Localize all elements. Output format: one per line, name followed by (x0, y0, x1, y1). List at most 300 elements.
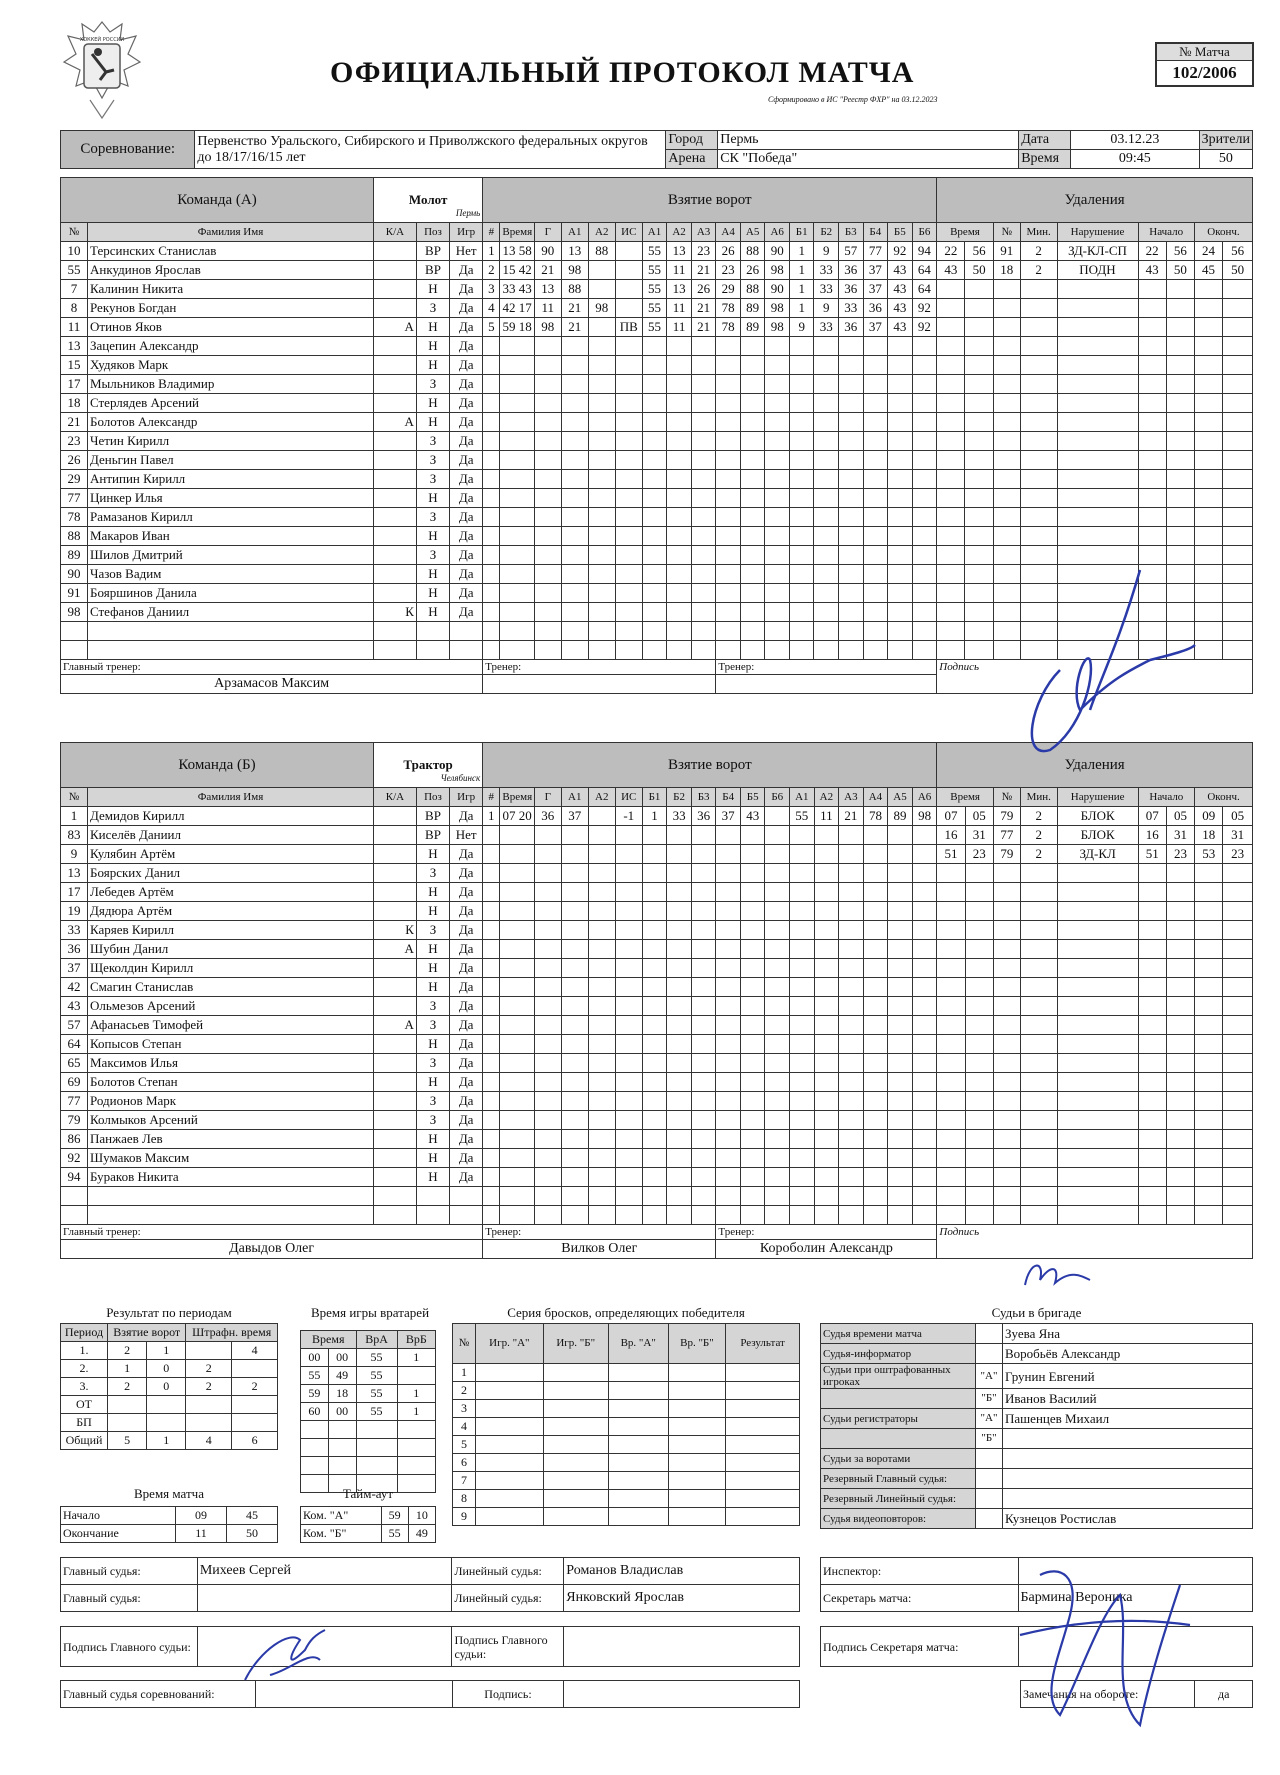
empty-cell (588, 864, 615, 883)
timeout-mm: 55 (381, 1525, 408, 1543)
empty-cell (667, 641, 692, 660)
col-pos: Поз (416, 223, 449, 242)
empty-cell (790, 1187, 815, 1206)
empty-cell (965, 1054, 993, 1073)
table-row (301, 1507, 436, 1525)
empty-cell (667, 826, 692, 845)
empty-cell (863, 584, 888, 603)
goalie-cell: 55 (301, 1367, 329, 1385)
empty-cell (765, 1035, 790, 1054)
empty-cell (937, 584, 965, 603)
goal-cell: 88 (740, 242, 765, 261)
empty-cell (740, 432, 765, 451)
empty-cell (500, 584, 534, 603)
empty-cell (1223, 508, 1253, 527)
player-cell: Н (416, 1149, 449, 1168)
player-cell: А (373, 318, 416, 337)
empty-cell (1223, 1206, 1253, 1225)
goal-cell: 33 (814, 280, 839, 299)
match-time-hh: 09 (176, 1507, 227, 1525)
goal-cell: 1 (789, 280, 814, 299)
empty-cell (1194, 318, 1222, 337)
empty-cell (615, 978, 642, 997)
col-pos: Поз (416, 788, 449, 807)
empty-cell (993, 1130, 1020, 1149)
empty-cell (588, 546, 615, 565)
empty-cell (588, 978, 615, 997)
referee-role: Судьи регистраторы (821, 1409, 976, 1429)
table-row (61, 527, 1253, 546)
empty-cell (691, 470, 716, 489)
empty-cell (839, 978, 864, 997)
period-cell: 1 (147, 1432, 186, 1450)
goalie-cell: 18 (328, 1385, 356, 1403)
goal-col-head: Время (500, 223, 534, 242)
goal-cell: 43 (888, 299, 913, 318)
empty-cell (561, 565, 588, 584)
empty-cell (1138, 280, 1166, 299)
goal-cell (588, 261, 615, 280)
empty-cell (839, 603, 864, 622)
empty-cell (839, 1016, 864, 1035)
empty-cell (740, 883, 765, 902)
empty-cell (765, 864, 790, 883)
goal-cell: 33 (839, 299, 864, 318)
empty-cell (1166, 1073, 1194, 1092)
goal-time-min: 07 (502, 808, 516, 823)
period-cell: 4 (232, 1342, 278, 1360)
timeout-title: Тайм-аут (342, 1486, 394, 1501)
empty-cell (500, 826, 534, 845)
player-cell: Да (450, 432, 483, 451)
empty-cell (88, 1187, 374, 1206)
empty-cell (642, 1035, 667, 1054)
player-cell: Рекунов Богдан (88, 299, 374, 318)
player-cell (373, 242, 416, 261)
table-row (61, 451, 1253, 470)
referee-tag: "А" (976, 1364, 1003, 1389)
teamA-table (60, 177, 1253, 694)
empty-cell (716, 1111, 741, 1130)
col-num: № (61, 223, 88, 242)
player-cell: Да (450, 1035, 483, 1054)
empty-cell (814, 622, 839, 641)
empty-cell (483, 1149, 500, 1168)
empty-cell (667, 527, 692, 546)
table-row (61, 1378, 278, 1396)
goal-cell: ПВ (615, 318, 642, 337)
empty-cell (765, 584, 790, 603)
empty-cell (1166, 1054, 1194, 1073)
goal-time-sec: 20 (518, 808, 532, 823)
empty-cell (716, 1035, 741, 1054)
empty-cell (483, 1187, 500, 1206)
empty-cell (765, 940, 790, 959)
empty-cell (534, 1054, 561, 1073)
empty-cell (993, 318, 1020, 337)
penalty-cell: 56 (1223, 242, 1253, 261)
empty-cell (588, 584, 615, 603)
empty-cell (888, 1073, 913, 1092)
empty-cell (691, 546, 716, 565)
goal-col-head: А4 (716, 223, 741, 242)
empty-cell (993, 280, 1020, 299)
empty-cell (588, 527, 615, 546)
empty-cell (1138, 356, 1166, 375)
player-cell: 7 (61, 280, 88, 299)
empty-cell (561, 470, 588, 489)
empty-cell (1166, 508, 1194, 527)
signature-label: Подпись (937, 660, 1253, 694)
goal-col-head: А2 (667, 223, 692, 242)
table-row (821, 1509, 1253, 1529)
empty-cell (993, 1111, 1020, 1130)
player-cell: А (373, 413, 416, 432)
empty-cell (483, 883, 500, 902)
empty-cell (937, 413, 965, 432)
player-cell: 57 (61, 1016, 88, 1035)
table-row (453, 1400, 800, 1418)
goal-cell: 3 (483, 280, 500, 299)
empty-cell (1138, 940, 1166, 959)
empty-cell (993, 1073, 1020, 1092)
player-cell: 1 (61, 807, 88, 826)
empty-cell (1020, 546, 1057, 565)
player-cell: Н (416, 883, 449, 902)
empty-cell (965, 864, 993, 883)
penalty-cell: 24 (1194, 242, 1222, 261)
empty-cell (450, 1187, 483, 1206)
empty-cell (839, 1092, 864, 1111)
penalty-cell: 05 (1166, 807, 1194, 826)
col-num: № (61, 788, 88, 807)
player-cell: З (416, 1016, 449, 1035)
empty-cell (691, 826, 716, 845)
empty-cell (615, 432, 642, 451)
empty-cell (716, 432, 741, 451)
table-row (61, 1396, 278, 1414)
empty-cell (740, 356, 765, 375)
empty-cell (1020, 280, 1057, 299)
goal-col-head: А2 (588, 223, 615, 242)
coach2-name: Короболин Александр (716, 1240, 937, 1259)
empty-cell (937, 1073, 965, 1092)
empty-cell (937, 489, 965, 508)
empty-cell (814, 489, 839, 508)
penalty-cell: ЗД-КЛ (1057, 845, 1138, 864)
empty-cell (765, 1206, 790, 1225)
empty-cell (1138, 1206, 1166, 1225)
empty-cell (1138, 432, 1166, 451)
empty-cell (863, 845, 888, 864)
empty-cell (561, 375, 588, 394)
empty-cell (61, 641, 88, 660)
linesman-1: Романов Владислав (564, 1558, 800, 1585)
empty-cell (789, 546, 814, 565)
goal-cell: 21 (839, 807, 864, 826)
player-cell: Шубин Данил (88, 940, 374, 959)
empty-cell (1166, 565, 1194, 584)
empty-cell (588, 1206, 615, 1225)
referees-title: Судьи в бригаде (991, 1305, 1082, 1320)
table-row (61, 622, 1253, 641)
empty-cell (534, 565, 561, 584)
referee-name: Воробьёв Александр (1003, 1344, 1253, 1364)
officials-table (60, 1557, 800, 1612)
empty-cell (863, 959, 888, 978)
empty-cell (814, 1054, 839, 1073)
player-cell: Колмыков Арсений (88, 1111, 374, 1130)
empty-cell (691, 641, 716, 660)
empty-cell (561, 1149, 588, 1168)
period-cell (232, 1396, 278, 1414)
empty-cell (1138, 546, 1166, 565)
empty-cell (483, 641, 500, 660)
player-cell: Да (450, 902, 483, 921)
empty-cell (615, 413, 642, 432)
empty-cell (863, 940, 888, 959)
player-cell: 23 (61, 432, 88, 451)
empty-cell (1194, 413, 1222, 432)
player-cell: ВР (416, 242, 449, 261)
empty-cell (534, 1187, 561, 1206)
match-number-label: № Матча (1157, 44, 1252, 61)
empty-cell (534, 826, 561, 845)
sig-main-label: Подпись Главного судьи: (61, 1627, 198, 1667)
period-cell: 2 (108, 1342, 147, 1360)
empty-cell (534, 1092, 561, 1111)
empty-cell (1020, 921, 1057, 940)
empty-cell (1194, 470, 1222, 489)
empty-cell (965, 299, 993, 318)
player-cell: Да (450, 375, 483, 394)
empty-cell (1138, 451, 1166, 470)
empty-cell (561, 1187, 588, 1206)
empty-cell (993, 1016, 1020, 1035)
empty-cell (863, 864, 888, 883)
player-cell: З (416, 546, 449, 565)
referee-role (821, 1429, 976, 1449)
goal-col-head: Г (534, 223, 561, 242)
player-cell: Бояршинов Данила (88, 584, 374, 603)
empty-cell (691, 902, 716, 921)
empty-cell (789, 432, 814, 451)
sign-value (564, 1681, 800, 1708)
goal-cell: 88 (740, 280, 765, 299)
empty-cell (1223, 432, 1253, 451)
player-cell: 11 (61, 318, 88, 337)
empty-cell (561, 1035, 588, 1054)
empty-cell (765, 826, 790, 845)
signature-label: Подпись (937, 1225, 1253, 1259)
goal-col-head: А1 (561, 788, 588, 807)
player-cell: Макаров Иван (88, 527, 374, 546)
empty-cell (615, 883, 642, 902)
empty-cell (1166, 622, 1194, 641)
table-row (61, 356, 1253, 375)
empty-cell (615, 921, 642, 940)
empty-cell (863, 1035, 888, 1054)
empty-cell (814, 1187, 839, 1206)
empty-cell (937, 902, 965, 921)
goal-cell: 98 (912, 807, 937, 826)
empty-cell (740, 921, 765, 940)
empty-cell (1020, 940, 1057, 959)
empty-cell (814, 584, 839, 603)
empty-cell (839, 826, 864, 845)
table-row (61, 318, 1253, 337)
goal-cell: 55 (642, 242, 667, 261)
player-cell: Н (416, 1035, 449, 1054)
goalie-cell: 00 (301, 1349, 329, 1367)
empty-cell (667, 546, 692, 565)
empty-cell (1195, 921, 1223, 940)
empty-cell (789, 622, 814, 641)
empty-cell (789, 565, 814, 584)
referee-role: Резервный Линейный судья: (821, 1489, 976, 1509)
empty-cell (863, 622, 888, 641)
empty-cell (993, 940, 1020, 959)
empty-cell (1020, 337, 1057, 356)
empty-cell (1194, 356, 1222, 375)
player-cell: Да (450, 413, 483, 432)
empty-cell (534, 883, 561, 902)
empty-cell (965, 1073, 993, 1092)
goal-cell: 98 (534, 318, 561, 337)
penalty-cell: 51 (1138, 845, 1166, 864)
empty-cell (483, 1092, 500, 1111)
empty-cell (1166, 940, 1194, 959)
empty-cell (1223, 603, 1253, 622)
empty-cell (561, 1054, 588, 1073)
empty-cell (1166, 318, 1194, 337)
empty-cell (615, 1092, 642, 1111)
player-cell: 18 (61, 394, 88, 413)
empty-cell (561, 864, 588, 883)
empty-cell (912, 394, 937, 413)
teamB-goals-title: Взятие ворот (483, 743, 937, 788)
empty-cell (615, 826, 642, 845)
empty-cell (1223, 1035, 1253, 1054)
empty-cell (1194, 299, 1222, 318)
empty-cell (716, 546, 741, 565)
empty-cell (1223, 959, 1253, 978)
period-cell (232, 1414, 278, 1432)
player-cell: А (373, 1016, 416, 1035)
penalty-cell: 50 (1223, 261, 1253, 280)
goal-cell: 21 (691, 318, 716, 337)
empty-cell (839, 902, 864, 921)
player-cell (373, 997, 416, 1016)
goal-cell: 98 (765, 299, 790, 318)
table-row (453, 1436, 800, 1454)
empty-cell (561, 1206, 588, 1225)
player-cell: 8 (61, 299, 88, 318)
empty-cell (483, 1111, 500, 1130)
empty-cell (965, 546, 993, 565)
empty-cell (888, 959, 913, 978)
empty-cell (667, 1111, 692, 1130)
referee-name: Пашенцев Михаил (1003, 1409, 1253, 1429)
empty-cell (1195, 1149, 1223, 1168)
player-cell: Да (450, 337, 483, 356)
empty-cell (534, 921, 561, 940)
penalty-cell: 09 (1195, 807, 1223, 826)
player-cell: З (416, 1054, 449, 1073)
period-head: Период (61, 1324, 108, 1342)
empty-cell (740, 826, 765, 845)
goal-cell (588, 280, 615, 299)
empty-cell (965, 375, 993, 394)
timeout-label: Ком. "Б" (301, 1525, 382, 1543)
goalie-cell: 1 (397, 1403, 435, 1421)
player-cell: Н (416, 413, 449, 432)
empty-cell (588, 1149, 615, 1168)
comp-ref-table (60, 1680, 800, 1708)
penalty-cell: 16 (937, 826, 965, 845)
table-row (61, 1507, 278, 1525)
empty-cell (912, 622, 937, 641)
empty-cell (839, 584, 864, 603)
period-cell: 5 (108, 1432, 147, 1450)
empty-cell (814, 451, 839, 470)
empty-cell (667, 489, 692, 508)
empty-cell (716, 883, 741, 902)
empty-cell (561, 622, 588, 641)
player-cell: Да (450, 807, 483, 826)
shootout-head: Результат (726, 1324, 800, 1364)
empty-cell (965, 1149, 993, 1168)
empty-cell (483, 527, 500, 546)
goal-cell: 43 (740, 807, 765, 826)
empty-cell (1020, 1054, 1057, 1073)
player-cell: 37 (61, 959, 88, 978)
empty-cell (1057, 451, 1138, 470)
empty-cell (500, 997, 534, 1016)
empty-cell (561, 826, 588, 845)
empty-cell (561, 489, 588, 508)
empty-cell (667, 470, 692, 489)
empty-cell (588, 451, 615, 470)
table-row (453, 1508, 800, 1526)
penalty-cell: 43 (937, 261, 965, 280)
empty-cell (888, 1092, 913, 1111)
empty-cell (1138, 413, 1166, 432)
player-cell: З (416, 299, 449, 318)
player-cell: 69 (61, 1073, 88, 1092)
penalty-cell: 31 (965, 826, 993, 845)
goal-cell: 90 (534, 242, 561, 261)
empty-cell (534, 864, 561, 883)
goal-col-head: # (483, 223, 500, 242)
empty-cell (740, 845, 765, 864)
player-cell: Н (416, 940, 449, 959)
player-cell: Н (416, 280, 449, 299)
empty-cell (965, 470, 993, 489)
empty-cell (912, 1016, 937, 1035)
empty-cell (691, 1149, 716, 1168)
main-ref-2 (197, 1585, 452, 1612)
empty-cell (642, 997, 667, 1016)
goal-cell: 36 (863, 299, 888, 318)
shootout-head: Игр. "А" (476, 1324, 544, 1364)
empty-cell (1138, 902, 1166, 921)
empty-cell (561, 413, 588, 432)
table-row (61, 1187, 1253, 1206)
empty-cell (667, 565, 692, 584)
empty-cell (965, 413, 993, 432)
team-a-section (60, 177, 1253, 694)
